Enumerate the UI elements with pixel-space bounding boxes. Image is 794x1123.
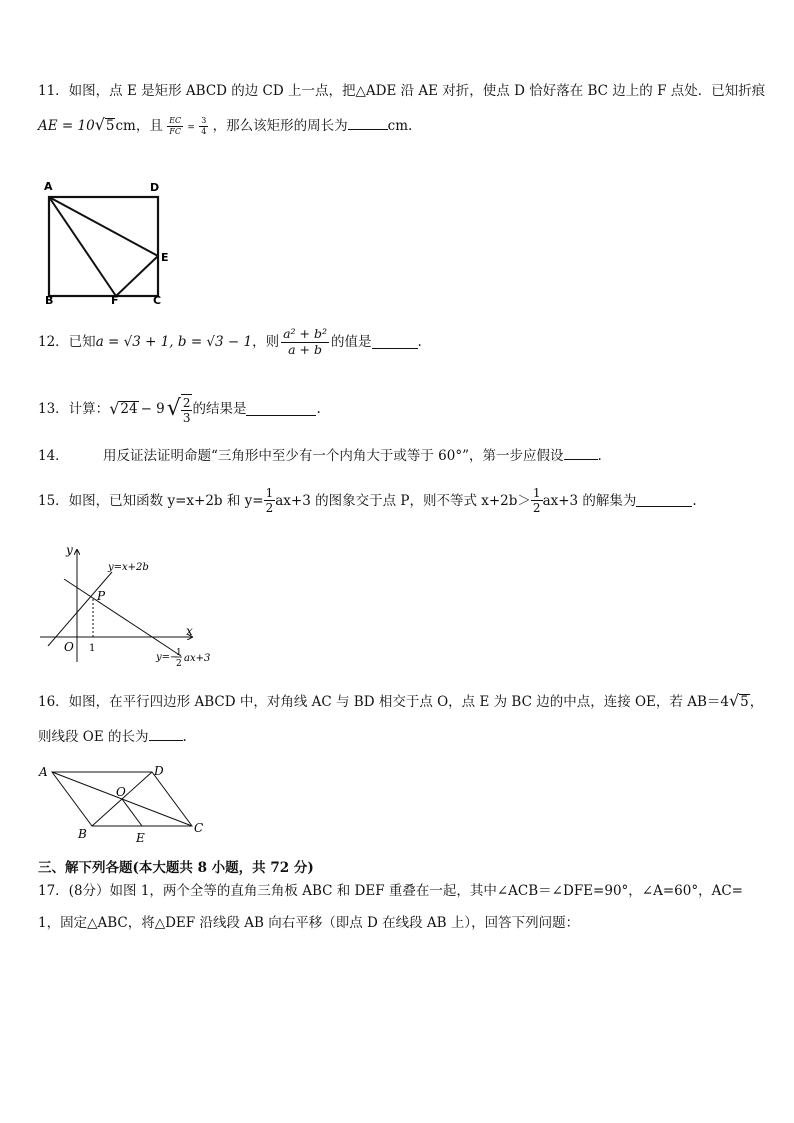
q16-text2: 则线段 OE 的长为 xyxy=(38,729,149,745)
sqrt-sign: √ xyxy=(109,399,120,418)
line2-label-post: ax+3 xyxy=(184,653,211,664)
q15-f2d: 2 xyxy=(532,501,541,515)
q16-comma: ， xyxy=(749,694,764,710)
origin-label: O xyxy=(64,640,74,654)
q11-ratio-value xyxy=(199,117,208,136)
q16-sqrt5: 5 xyxy=(740,694,749,710)
q11-ratio-den: FC xyxy=(169,127,181,136)
label-c: C xyxy=(194,821,204,835)
q11-line1 xyxy=(38,82,765,100)
sqrt-sign: √ xyxy=(94,115,105,134)
fig11-rectangle-diagram xyxy=(40,178,180,306)
q16-end: . xyxy=(182,729,187,745)
q11-ae: AE = 10 xyxy=(38,118,95,134)
fig15-function-graph xyxy=(36,540,226,670)
label-e: E xyxy=(161,251,169,264)
tick-one-label: 1 xyxy=(89,643,96,654)
sqrt-sign-large: √ xyxy=(166,396,181,421)
q11-eq: = xyxy=(187,123,195,133)
q12-pre: 12．已知 xyxy=(38,334,96,350)
q11-unit: cm. xyxy=(387,118,413,134)
q13-line xyxy=(38,394,321,424)
q15-p1: 15．如图，已知函数 y=x+2b 和 y= xyxy=(38,492,264,509)
q13-sqrt24: 24 xyxy=(120,401,138,418)
section-3-heading: 三、解下列各题(本大题共 8 小题，共 72 分) xyxy=(38,860,314,876)
label-a: A xyxy=(44,180,53,193)
q13-end: . xyxy=(316,401,321,417)
q15-f2n: 1 xyxy=(532,486,541,500)
q12-mid: ，则 xyxy=(252,334,280,350)
q13-pre: 13．计算： xyxy=(38,401,110,417)
q15-p2: ax+3 的图象交于点 P，则不等式 x+2b＞ xyxy=(275,492,531,509)
q11-ratio-value-den: 4 xyxy=(201,127,207,136)
q14-line xyxy=(38,447,602,465)
q14-text: 用反证法证明命题“三角形中至少有一个内角大于或等于 60°”，第一步应假设 xyxy=(102,448,564,464)
q16-text: 16．如图，在平行四边形 ABCD 中，对角线 AC 与 BD 相交于点 O，点 E 为 BC 边的中点，连接 OE，若 AB＝4 xyxy=(38,694,729,710)
q17-line2: 1，固定△ABC，将△DEF 沿线段 AB 向右平移（即点 D 在线段 AB 上），回答下列问题： xyxy=(38,915,580,931)
q12-fraction xyxy=(281,328,329,356)
q15-p3: ax+3 的解集为 xyxy=(542,492,637,509)
line2-label-pre: y=− xyxy=(156,652,179,663)
fold-ae xyxy=(49,197,158,256)
q15-half-1 xyxy=(264,487,276,514)
label-o: O xyxy=(116,785,126,799)
q16-line1 xyxy=(38,692,763,711)
q12-end: . xyxy=(417,334,422,350)
label-b: B xyxy=(78,827,87,841)
q15-f1d: 2 xyxy=(265,501,274,515)
segment-fe xyxy=(116,256,158,296)
q11-ratio xyxy=(167,117,183,136)
point-p-label: P xyxy=(97,589,106,603)
q16-line2 xyxy=(38,728,187,746)
q14-number: 14． xyxy=(38,448,69,464)
sqrt-sign: √ xyxy=(728,691,740,710)
q15-f1n: 1 xyxy=(265,486,274,500)
q13-post: 的结果是 xyxy=(192,401,247,417)
q16-answer-blank[interactable] xyxy=(149,728,183,741)
q14-answer-blank[interactable] xyxy=(564,447,598,460)
q12-answer-blank[interactable] xyxy=(372,336,418,349)
label-c: C xyxy=(153,294,162,306)
q13-minus9: − 9 xyxy=(140,401,165,417)
q14-end: . xyxy=(597,448,602,464)
line2-label-num: 1 xyxy=(176,648,182,658)
line2-label-den: 2 xyxy=(176,659,182,669)
q11-ratio-num: EC xyxy=(169,116,182,125)
q13-answer-blank[interactable] xyxy=(246,403,316,416)
q15-line xyxy=(38,487,697,514)
line-y-x-2b xyxy=(48,572,112,646)
q13-fraction xyxy=(181,394,193,424)
q13-fn: 2 xyxy=(182,396,191,410)
q11-tail: ，那么该矩形的周长为 xyxy=(212,118,348,134)
x-axis-label: x xyxy=(186,624,193,638)
q13-fd: 3 xyxy=(182,411,191,425)
fig16-parallelogram-diagram xyxy=(36,760,216,848)
segment-af xyxy=(49,197,116,296)
line-y-half-ax-3 xyxy=(64,579,181,656)
label-d: D xyxy=(150,181,160,194)
q15-half-2 xyxy=(531,487,543,514)
line1-label: y=x+2b xyxy=(108,562,149,573)
label-b: B xyxy=(45,294,54,306)
y-axis-label: y xyxy=(66,543,73,557)
q15-end: . xyxy=(692,492,697,509)
q11-sqrt5: 5 xyxy=(105,118,115,134)
label-e: E xyxy=(136,831,145,845)
q15-answer-blank[interactable] xyxy=(636,494,692,507)
q12-post: 的值是 xyxy=(331,334,372,350)
q11-text: 11．如图，点 E 是矩形 ABCD 的边 CD 上一点，把△ADE 沿 AE 对折，使点 D 恰好落在 BC 边上的 F 点处．已知折痕 xyxy=(38,83,766,99)
q12-den: a + b xyxy=(288,341,322,357)
label-d: D xyxy=(154,764,164,778)
q12-num: a² + b² xyxy=(283,326,328,341)
label-f: F xyxy=(111,294,119,306)
q17-line1: 17．(8分）如图 1，两个全等的直角三角板 ABC 和 DEF 重叠在一起，其中∠ACB＝∠DFE=90°，∠A=60°，AC= xyxy=(38,883,743,899)
q12-line xyxy=(38,328,422,356)
label-a: A xyxy=(39,765,48,779)
q12-definitions: a = √3 + 1, b = √3 − 1 xyxy=(95,334,253,350)
q11-line2 xyxy=(38,116,412,137)
q11-ratio-value-num: 3 xyxy=(201,116,207,125)
q11-cm: cm，且 xyxy=(115,118,163,134)
q11-answer-blank[interactable] xyxy=(348,117,388,130)
